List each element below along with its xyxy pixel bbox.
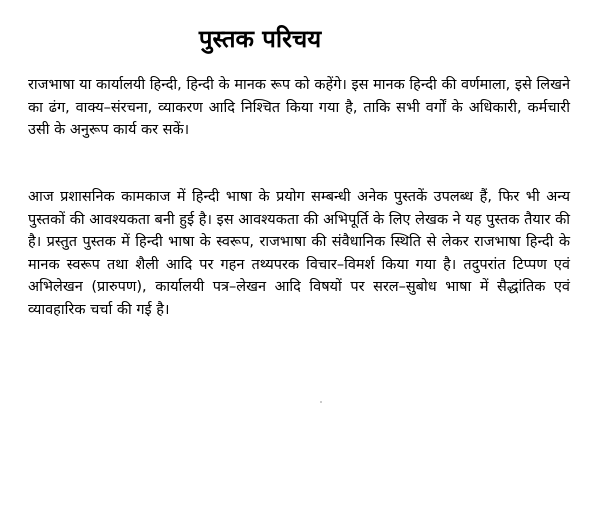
page-title: पुस्तक परिचय <box>198 25 322 53</box>
speck-mark <box>320 401 322 403</box>
paragraph-2: आज प्रशासनिक कामकाज में हिन्दी भाषा के प्रयोग सम्बन्धी अनेक पुस्तकें उपलब्ध हैं, फिर भी अन्य पुस्तकों की आवश्यकता बनी हुई है। इस आवश्यकता की अभिपूर्ति के लिए लेखक ने यह पुस्तक तैयार की है। प्रस्तुत पुस्तक में हिन्दी भाषा के स्वरूप, राजभाषा की संवैधानिक स्थिति से लेकर राजभाषा हिन्दी के मानक स्वरूप तथा शैली आदि पर गहन तथ्यपरक विचार–विमर्श किया गया है। तदुपरांत टिप्पण एवं अभिलेखन (प्रारुपण), कार्यालयी पत्र–लेखन आदि विषयों पर सरल–सुबोध भाषा में सैद्धांतिक एवं व्यावहारिक चर्चा की गई है। <box>28 189 570 318</box>
paragraph-1: राजभाषा या कार्यालयी हिन्दी, हिन्दी के मानक रूप को कहेंगे। इस मानक हिन्दी की वर्णमाला, इसे लिखने का ढंग, वाक्य–संरचना, व्याकरण आदि निश्चित किया गया है, ताकि सभी वर्गों के अधिकारी, कर्मचारी उसी के अनुरूप कार्य कर सकें। <box>28 77 570 138</box>
